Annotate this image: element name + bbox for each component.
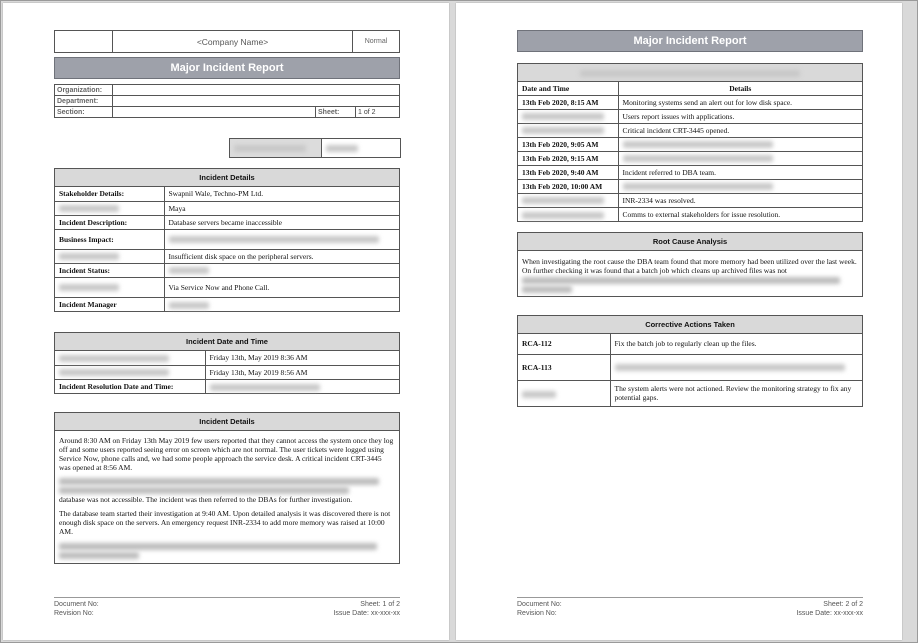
timeline-section xyxy=(517,63,863,222)
date-value: Friday 13th, May 2019 8:36 AM xyxy=(205,351,399,365)
incident-number-box xyxy=(229,138,401,158)
details-row xyxy=(55,187,399,201)
redacted-text xyxy=(522,127,604,134)
timeline-date: 13th Feb 2020, 9:05 AM xyxy=(518,137,618,151)
report-title: Major Incident Report xyxy=(517,30,863,52)
details-value xyxy=(164,297,399,311)
incident-date-table xyxy=(55,351,399,393)
details-value: Insufficient disk space on the peripheral servers. xyxy=(164,249,399,263)
narrative-paragraph-2 xyxy=(55,478,399,504)
details-label: Incident Manager xyxy=(55,297,164,311)
redacted-text xyxy=(210,384,320,391)
redacted-text xyxy=(169,267,209,274)
details-label: Incident Description: xyxy=(55,215,164,229)
narrative-heading: Incident Details xyxy=(55,413,399,431)
details-label: Stakeholder Details: xyxy=(55,187,164,201)
redacted-text xyxy=(623,141,773,148)
redacted-text xyxy=(59,253,119,260)
timeline-row xyxy=(518,137,862,151)
revision-number: Revision No: xyxy=(54,610,94,617)
redacted-text xyxy=(169,302,209,309)
redacted-text xyxy=(623,183,773,190)
timeline-row xyxy=(518,109,862,123)
details-row xyxy=(55,297,399,311)
root-cause-text: When investigating the root cause the DBA team found that more memory had been utilized over the last week. On further checking it was found that a batch job which cleans up archived files was not xyxy=(522,257,857,275)
corrective-row xyxy=(518,380,862,406)
root-cause-section xyxy=(517,232,863,297)
footer-rule xyxy=(54,597,400,598)
details-label xyxy=(55,249,164,263)
details-label xyxy=(55,277,164,297)
incident-number-label xyxy=(230,139,322,158)
redacted-text xyxy=(522,197,604,204)
document-page-1 xyxy=(3,3,449,640)
timeline-row xyxy=(518,165,862,179)
footer-rule xyxy=(517,597,863,598)
details-value: Via Service Now and Phone Call. xyxy=(164,277,399,297)
date-value xyxy=(205,379,399,393)
timeline-detail xyxy=(618,179,862,193)
corrective-actions-heading: Corrective Actions Taken xyxy=(518,316,862,334)
document-page-2 xyxy=(456,3,902,640)
details-label: Business Impact: xyxy=(55,229,164,249)
document-number: Document No: xyxy=(517,601,562,608)
incident-details-table xyxy=(55,187,399,311)
redacted-text xyxy=(522,277,840,284)
details-label: Incident Status: xyxy=(55,263,164,277)
timeline-row xyxy=(518,151,862,165)
corrective-id: RCA-113 xyxy=(518,354,610,380)
timeline-detail xyxy=(618,137,862,151)
corrective-actions-section xyxy=(517,315,863,407)
root-cause-redacted xyxy=(518,277,862,293)
timeline-detail: Users report issues with applications. xyxy=(618,109,862,123)
date-row xyxy=(55,365,399,379)
corrective-id: RCA-112 xyxy=(518,334,610,354)
timeline-date: 13th Feb 2020, 8:15 AM xyxy=(518,95,618,109)
timeline-row xyxy=(518,207,862,221)
redacted-text xyxy=(623,155,773,162)
details-row xyxy=(55,249,399,263)
timeline-date xyxy=(518,207,618,221)
redacted-text xyxy=(59,355,169,362)
revision-number: Revision No: xyxy=(517,610,557,617)
timeline-date: 13th Feb 2020, 9:15 AM xyxy=(518,151,618,165)
department-label: Department: xyxy=(55,96,113,107)
narrative-section xyxy=(54,412,400,564)
timeline-detail: INR-2334 was resolved. xyxy=(618,193,862,207)
details-row xyxy=(55,263,399,277)
timeline-date xyxy=(518,193,618,207)
details-value xyxy=(164,229,399,249)
organization-label: Organization: xyxy=(55,85,113,96)
corrective-id xyxy=(518,380,610,406)
issue-date: Issue Date: xx-xxx-xx xyxy=(796,610,863,617)
timeline-row xyxy=(518,179,862,193)
redacted-text xyxy=(59,369,169,376)
corrective-row xyxy=(518,354,862,380)
details-value: Database servers became inaccessible xyxy=(164,215,399,229)
redacted-text xyxy=(522,113,604,120)
logo-cell xyxy=(55,31,113,53)
footer-right xyxy=(333,600,400,618)
sheet-value: 1 of 2 xyxy=(356,107,400,118)
redacted-text xyxy=(522,212,604,219)
timeline-date: 13th Feb 2020, 10:00 AM xyxy=(518,179,618,193)
date-row xyxy=(55,379,399,393)
department-value xyxy=(113,96,400,107)
timeline-col-details: Details xyxy=(618,82,862,95)
report-title: Major Incident Report xyxy=(54,57,400,79)
redacted-text xyxy=(59,543,377,550)
timeline-header-row xyxy=(518,82,862,95)
timeline-row xyxy=(518,95,862,109)
date-label xyxy=(55,351,205,365)
narrative-paragraph-1: Around 8:30 AM on Friday 13th May 2019 few users reported that they cannot access the system once they log off and some users reported seeing error on screen which are not normal. The user tickets were logged using Service Now, phone calls and, we had some people approach the service desk. A critical incident CRT-3445 was opened at 8:56 AM. xyxy=(59,436,394,472)
timeline-row xyxy=(518,193,862,207)
date-label: Incident Resolution Date and Time: xyxy=(55,379,205,393)
issue-date: Issue Date: xx-xxx-xx xyxy=(333,610,400,617)
footer-sheet: Sheet: 2 of 2 xyxy=(823,601,863,608)
timeline-row xyxy=(518,123,862,137)
incident-number-value xyxy=(322,139,401,158)
timeline-detail: Monitoring systems send an alert out for low disk space. xyxy=(618,95,862,109)
section-value xyxy=(113,107,316,118)
timeline-date: 13th Feb 2020, 9:40 AM xyxy=(518,165,618,179)
details-row xyxy=(55,215,399,229)
footer-left xyxy=(517,600,562,618)
organization-table xyxy=(54,84,400,118)
document-number: Document No: xyxy=(54,601,99,608)
narrative-paragraph-3: The database team started their investigation at 9:40 AM. Upon detailed analysis it was discovered there is not enough disk space on the servers. An emergency request INR-2334 to add more memory was raised at 10:00 AM. xyxy=(59,509,391,536)
company-name: <Company Name> xyxy=(113,31,353,53)
footer-sheet: Sheet: 1 of 2 xyxy=(360,601,400,608)
corrective-row xyxy=(518,334,862,354)
date-value: Friday 13th, May 2019 8:56 AM xyxy=(205,365,399,379)
details-value: Swapnil Wale, Techno-PM Ltd. xyxy=(164,187,399,201)
details-row xyxy=(55,201,399,215)
redacted-text xyxy=(59,552,139,559)
timeline-date xyxy=(518,109,618,123)
organization-value xyxy=(113,85,400,96)
timeline-detail xyxy=(618,151,862,165)
incident-date-section xyxy=(54,332,400,394)
incident-details-heading: Incident Details xyxy=(55,169,399,187)
root-cause-heading: Root Cause Analysis xyxy=(518,233,862,251)
incident-date-heading: Incident Date and Time xyxy=(55,333,399,351)
section-label: Section: xyxy=(55,107,113,118)
redacted-text xyxy=(522,286,572,293)
details-row xyxy=(55,277,399,297)
redacted-text xyxy=(59,205,119,212)
corrective-text: The system alerts were not actioned. Review the monitoring strategy to fix any potential gaps. xyxy=(610,380,862,406)
corrective-text xyxy=(610,354,862,380)
redacted-text xyxy=(59,478,379,485)
timeline-table xyxy=(518,82,862,221)
timeline-detail: Critical incident CRT-3445 opened. xyxy=(618,123,862,137)
timeline-detail: Comms to external stakeholders for issue resolution. xyxy=(618,207,862,221)
details-label xyxy=(55,201,164,215)
redacted-text xyxy=(169,236,379,243)
redacted-text xyxy=(615,364,845,371)
timeline-heading xyxy=(518,64,862,82)
incident-details-section xyxy=(54,168,400,312)
corrective-actions-table xyxy=(518,334,862,406)
timeline-col-date: Date and Time xyxy=(518,82,618,95)
details-row xyxy=(55,229,399,249)
corrective-text: Fix the batch job to regularly clean up the files. xyxy=(610,334,862,354)
sheet-label: Sheet: xyxy=(316,107,356,118)
status-label: Normal xyxy=(353,31,400,53)
timeline-detail: Incident referred to DBA team. xyxy=(618,165,862,179)
footer-right xyxy=(796,600,863,618)
details-value xyxy=(164,263,399,277)
redacted-text xyxy=(59,284,119,291)
date-row xyxy=(55,351,399,365)
timeline-date xyxy=(518,123,618,137)
details-value: Maya xyxy=(164,201,399,215)
narrative-paragraph-2-end: database was not accessible. The incident was then referred to the DBAs for further investigation. xyxy=(59,495,353,504)
redacted-text xyxy=(522,391,556,398)
redacted-text xyxy=(59,487,349,494)
footer-left xyxy=(54,600,99,618)
date-label xyxy=(55,365,205,379)
narrative-paragraph-4 xyxy=(55,543,399,559)
header-box xyxy=(54,30,400,53)
